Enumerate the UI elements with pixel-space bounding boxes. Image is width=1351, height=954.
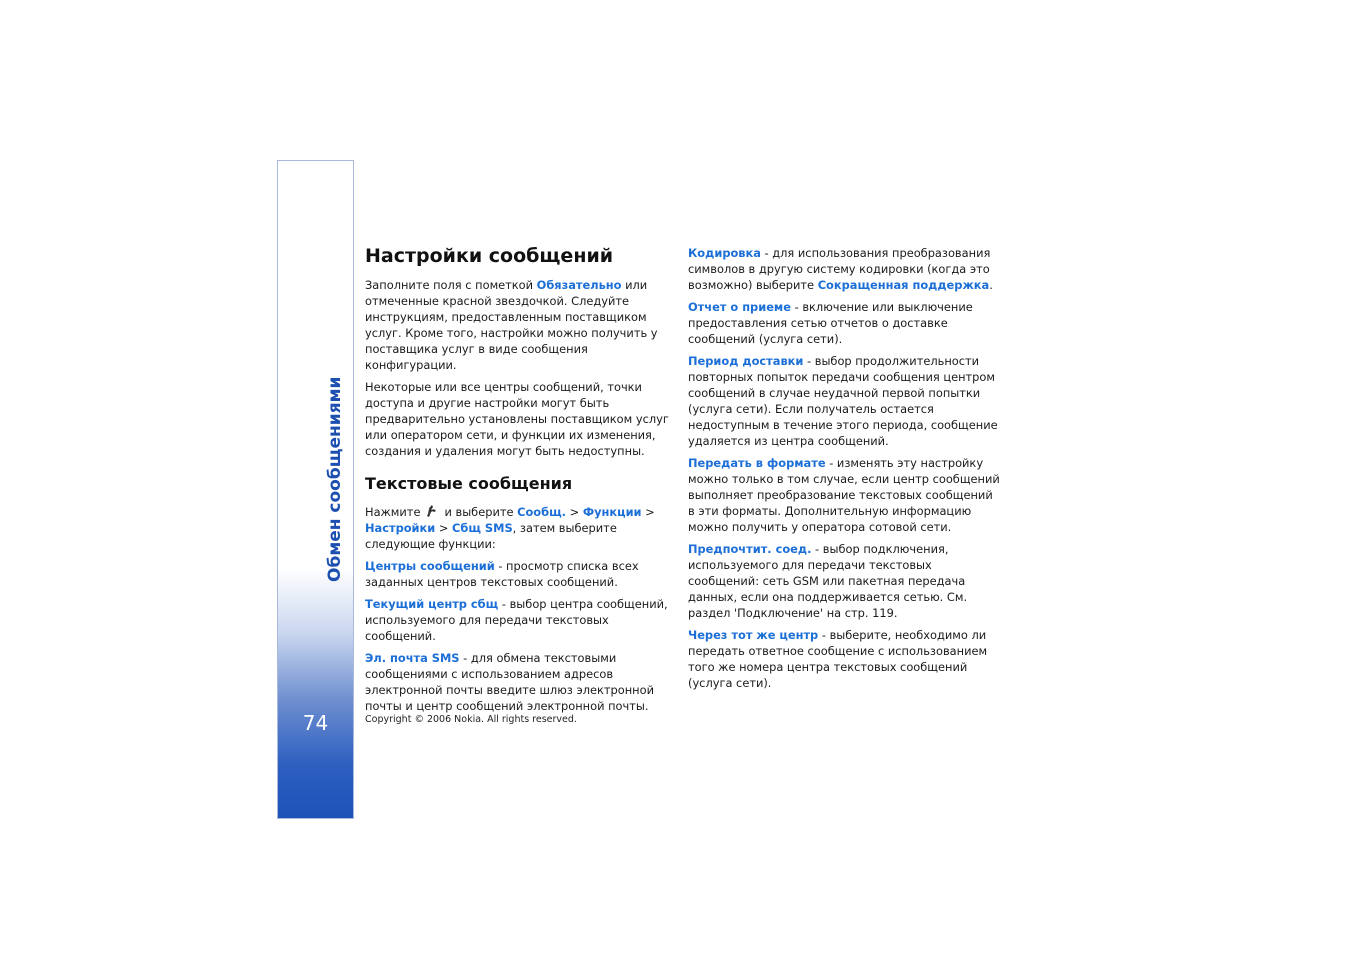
intro-text-a: Заполните поля с пометкой [365,278,537,292]
menu-key-icon [424,504,438,518]
setting-desc: - для обмена текстовыми сообщениями с использованием адресов электронной почты введите шлюз электронной почты и центр сообщений электронной почты. [365,651,655,713]
menu-options: Функции [582,505,642,519]
page-number: 74 [302,711,329,735]
setting-desc: - выберите, необходимо ли передать ответное сообщение с использованием того же номера центра текстовых сообщений (услуга сети). [688,628,988,690]
keyword-required: Обязательно [536,278,622,292]
right-column [688,245,1000,697]
intro-paragraph-2: Некоторые или все центры сообщений, точки доступа и другие настройки могут быть предварительно установлены поставщиком услуг или оператором сети, и функции их изменения, создания и удаления могут быть недоступны. [365,380,669,458]
setting-item [688,541,1000,621]
setting-item [688,353,1000,449]
setting-desc: - выбор подключения, используемого для передачи текстовых сообщений: сеть GSM или пакетная передача данных, если она поддерживается сетью. См. раздел 'Подключение' на стр. 119. [688,542,968,620]
setting-term-option: Сокращенная поддержка [817,278,990,292]
nav-tail: , затем выберите следующие функции: [365,521,617,551]
nav-sep: > [566,505,583,519]
intro-paragraph-1 [365,277,671,373]
setting-term: Через тот же центр [688,628,819,642]
setting-item [688,627,1000,691]
nav-sep: > [435,521,453,535]
menu-settings: Настройки [365,521,436,535]
setting-term: Период доставки [688,354,804,368]
setting-item [365,596,671,644]
setting-desc: - выбор центра сообщений, используемого для передачи текстовых сообщений. [365,597,668,643]
menu-messaging: Сообщ. [517,505,567,519]
chapter-title: Обмен сообщениями [325,376,345,582]
setting-item [365,650,671,714]
setting-term: Текущий центр сбщ [365,597,499,611]
setting-desc: - включение или выключение предоставления сетью отчетов о доставке сообщений (услуга сети). [688,300,973,346]
nav-press: Нажмите [365,505,421,519]
setting-desc-tail: . [989,278,993,292]
chapter-title-container [277,160,354,582]
copyright-notice: Copyright © 2006 Nokia. All rights reserved. [365,714,577,725]
setting-term: Предпочтит. соед. [688,542,812,556]
menu-sms: Сбщ SMS [452,521,513,535]
setting-desc: - выбор продолжительности повторных попыток передачи сообщения центром сообщений в случае неудачной первой попытки (услуга сети). Если получатель остается недоступным в течение этого периода, сообщение удаляется из центра сообщений. [688,354,998,448]
page-title: Настройки сообщений [365,245,614,267]
nav-instructions [365,504,671,552]
setting-item [688,455,1000,535]
setting-term: Центры сообщений [365,559,495,573]
setting-desc: - просмотр списка всех заданных центров текстовых сообщений. [365,559,639,589]
setting-item [688,245,1000,293]
setting-term: Эл. почта SMS [365,651,460,665]
intro-text-b: или отмеченные красной звездочкой. Следуйте инструкциям, предоставленным поставщиком услуг. Кроме того, настройки можно получить у поставщика услуг в виде сообщения конфигурации. [365,278,658,372]
setting-desc: - изменять эту настройку можно только в том случае, если центр сообщений выполняет преобразование текстовых сообщений в эти форматы. Дополнительную информацию можно получить у оператора сотовой сети. [688,456,1000,534]
nav-select: и выберите [444,505,518,519]
setting-term: Отчет о приеме [688,300,791,314]
setting-desc: - для использования преобразования символов в другую систему кодировки (когда это возможно) выберите [688,246,991,292]
setting-item [365,558,671,590]
left-column [365,243,671,720]
nav-sep: > [641,505,655,519]
section-title: Текстовые сообщения [365,474,573,493]
setting-term: Передать в формате [688,456,826,470]
setting-item [688,299,1000,347]
setting-term: Кодировка [688,246,761,260]
